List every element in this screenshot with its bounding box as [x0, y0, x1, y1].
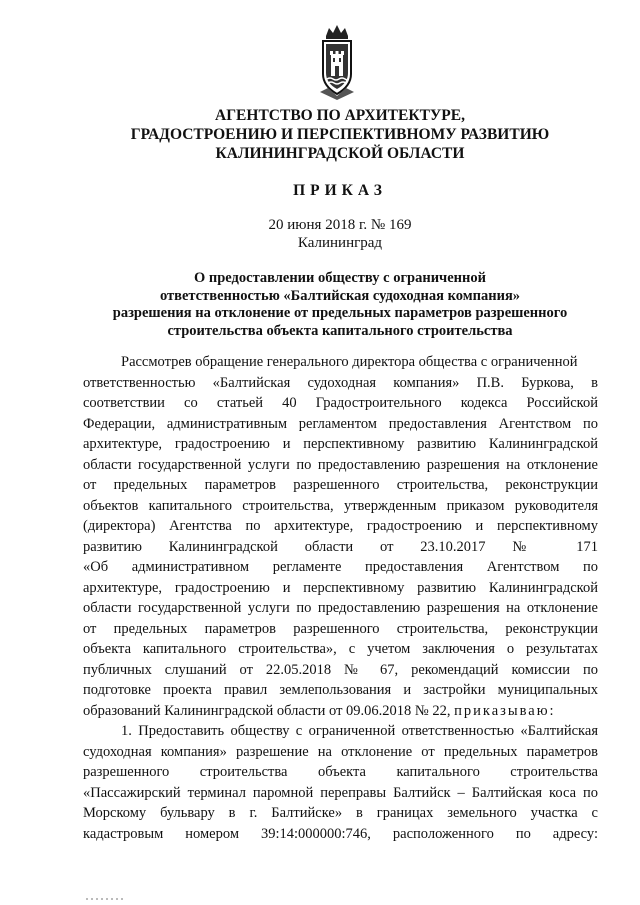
body-line: ответственностью «Балтийская судоходная компания» П.В. Буркова, в [83, 374, 598, 391]
agency-name [60, 106, 620, 163]
body-line: архитектуре, градостроению и перспективному развитию Калининградской [83, 579, 598, 596]
item-line: разрешенного строительства объекта капитального строительства [83, 764, 598, 780]
body-line: соответствии со статьей 40 Градостроительного кодекса Российской [83, 395, 598, 411]
body-line: области государственной услуги по предоставлению разрешения на отклонение [83, 600, 598, 616]
body-line-prefix: образований Калининградской области от 09.06.2018 № 22, [83, 702, 451, 719]
date-and-place [60, 216, 620, 252]
body-line: архитектуре, градостроению и перспективному развитию Калининградской [83, 436, 598, 452]
coat-of-arms-icon [318, 22, 356, 100]
agency-line: ГРАДОСТРОЕНИЮ И ПЕРСПЕКТИВНОМУ РАЗВИТИЮ [130, 126, 550, 143]
item-line: 1. Предоставить обществу с ограниченной ответственностью «Балтийская [121, 723, 598, 739]
city: Калининград [297, 235, 383, 251]
body-line: от предельных параметров разрешенного строительства, реконструкции [83, 620, 598, 637]
body-line: «Об административном регламенте предоставления Агентством по [83, 559, 598, 575]
body-line: Федерации, административным регламентом предоставления Агентством по [83, 415, 598, 432]
body-line: публичных слушаний от 22.05.2018 № 67, рекомендаций комиссии по [83, 661, 598, 678]
order-body [83, 352, 598, 844]
body-final-line [83, 701, 598, 722]
body-line: объекта капитального строительства», с учетом заключения о результатах [83, 641, 598, 657]
body-line: от предельных параметров разрешенного строительства, реконструкции [83, 477, 598, 493]
date-number: 20 июня 2018 г. № 169 [268, 217, 412, 233]
body-line: Рассмотрев обращение генерального директора общества с ограниченной [121, 354, 578, 370]
body-line: подготовке проекта правил землепользования и застройки муниципальных [83, 682, 598, 698]
item-line: кадастровым номером 39:14:000000:746, расположенного по адресу: [83, 825, 598, 842]
agency-line: КАЛИНИНГРАДСКОЙ ОБЛАСТИ [215, 145, 465, 162]
body-line: области государственной услуги по предоставлению разрешения на отклонение [83, 456, 598, 473]
document-type-title: ПРИКАЗ [293, 182, 387, 199]
body-line: развитию Калининградской области от 23.10.2017 № 171 [83, 538, 598, 555]
item-line: Морскому бульвару в г. Балтийске» в границах земельного участка с [83, 805, 598, 821]
subject-line: разрешения на отклонение от предельных параметров разрешенного [112, 305, 568, 321]
subject-line: ответственностью «Балтийская судоходная компания» [159, 287, 521, 304]
body-line: объектов капитального строительства, утвержденным приказом руководителя [83, 497, 598, 514]
orders-word: приказываю: [454, 702, 556, 719]
body-line: (директора) Агентства по архитектуре, градостроению и перспективному [83, 518, 598, 534]
order-subject [60, 270, 620, 340]
page-footer-mark [86, 898, 126, 900]
subject-line: О предоставлении обществу с ограниченной [193, 270, 486, 286]
agency-line: АГЕНТСТВО ПО АРХИТЕКТУРЕ, [215, 107, 465, 124]
item-line: судоходная компания» разрешение на отклонение от предельных параметров [83, 743, 598, 760]
subject-line: строительства объекта капитального строительства [167, 322, 513, 339]
item-line: «Пассажирский терминал паромной переправы Балтийск – Балтийская коса по [83, 784, 598, 801]
